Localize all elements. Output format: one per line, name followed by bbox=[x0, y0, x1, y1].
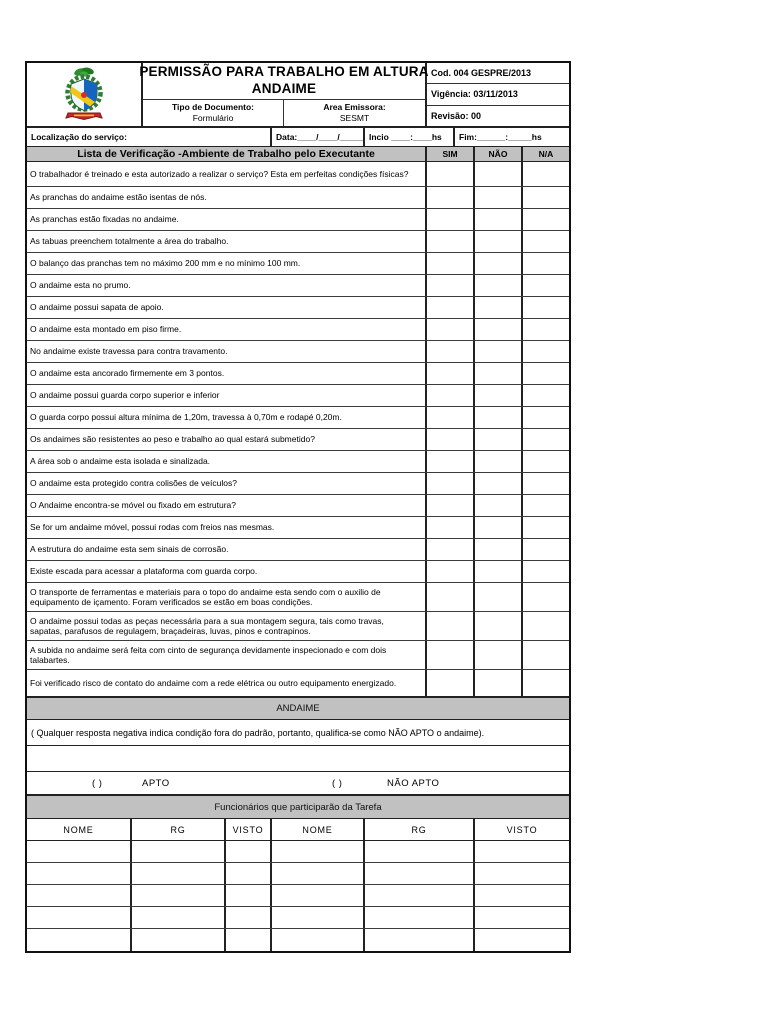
checklist-question: O andaime possui sapata de apoio. bbox=[27, 297, 427, 318]
answer-cell-sim bbox=[427, 231, 475, 252]
answer-cell-nao bbox=[475, 341, 523, 362]
issuing-area-cell bbox=[284, 100, 425, 126]
answer-cell-na bbox=[523, 517, 569, 538]
answer-cell-nao bbox=[475, 319, 523, 340]
logo-cell bbox=[27, 63, 143, 126]
rg-cell bbox=[365, 841, 475, 862]
doc-meta-row bbox=[143, 100, 425, 126]
answer-cell-sim bbox=[427, 385, 475, 406]
checklist-row bbox=[27, 253, 569, 275]
checklist-row bbox=[27, 162, 569, 187]
answer-cell-nao bbox=[475, 473, 523, 494]
rg-cell bbox=[132, 885, 226, 906]
checklist-row bbox=[27, 319, 569, 341]
answer-cell-na bbox=[523, 451, 569, 472]
checklist-row bbox=[27, 407, 569, 429]
name-cell bbox=[272, 907, 365, 928]
answer-cell-na bbox=[523, 162, 569, 186]
checklist-row bbox=[27, 341, 569, 363]
issuing-area-label: Area Emissora: bbox=[323, 101, 386, 112]
checklist-row bbox=[27, 612, 569, 641]
title-column bbox=[139, 63, 429, 126]
checklist-question: O transporte de ferramentas e materiais para o topo do andaime esta sendo com o auxilio de equipamento de içamento. Foram verificados se estão em boas condições. bbox=[27, 583, 427, 611]
answer-cell-nao bbox=[475, 583, 523, 611]
answer-cell-sim bbox=[427, 253, 475, 274]
answer-cell-nao bbox=[475, 363, 523, 384]
participants-column-header: RG bbox=[132, 819, 226, 840]
checklist-body bbox=[27, 162, 569, 698]
checklist-row bbox=[27, 670, 569, 698]
blank-row bbox=[27, 746, 569, 772]
doc-info-column bbox=[427, 63, 569, 126]
answer-cell-sim bbox=[427, 363, 475, 384]
date-field: Data:____/____/_____ bbox=[272, 128, 365, 146]
answer-cell-nao bbox=[475, 641, 523, 669]
answer-cell-sim bbox=[427, 495, 475, 516]
rg-cell bbox=[365, 885, 475, 906]
answer-cell-sim bbox=[427, 209, 475, 230]
answer-cell-sim bbox=[427, 429, 475, 450]
apto-checkbox: ( ) bbox=[92, 778, 103, 789]
checklist-row bbox=[27, 451, 569, 473]
answer-cell-na bbox=[523, 187, 569, 208]
result-choice-row bbox=[27, 772, 569, 796]
visto-cell bbox=[226, 841, 272, 862]
checklist-question: A área sob o andaime esta isolada e sinalizada. bbox=[27, 451, 427, 472]
participants-column-header: NOME bbox=[272, 819, 365, 840]
name-cell bbox=[272, 929, 365, 951]
answer-cell-nao bbox=[475, 275, 523, 296]
column-header-sim: SIM bbox=[427, 147, 475, 161]
checklist-question: A estrutura do andaime esta sem sinais de corrosão. bbox=[27, 539, 427, 560]
answer-cell-na bbox=[523, 539, 569, 560]
service-info-row bbox=[27, 128, 569, 147]
doc-revision: Revisão: 00 bbox=[431, 110, 482, 121]
result-section-bar: ANDAIME bbox=[27, 698, 569, 720]
work-permit-form bbox=[25, 61, 571, 953]
checklist-row bbox=[27, 583, 569, 612]
answer-cell-na bbox=[523, 385, 569, 406]
answer-cell-na bbox=[523, 407, 569, 428]
visto-cell bbox=[226, 885, 272, 906]
answer-cell-nao bbox=[475, 517, 523, 538]
answer-cell-sim bbox=[427, 670, 475, 696]
answer-cell-na bbox=[523, 670, 569, 696]
checklist-row bbox=[27, 495, 569, 517]
name-cell bbox=[272, 863, 365, 884]
answer-cell-nao bbox=[475, 539, 523, 560]
name-cell bbox=[27, 907, 132, 928]
participants-empty-row bbox=[27, 929, 569, 951]
checklist-question: Se for um andaime móvel, possui rodas com freios nas mesmas. bbox=[27, 517, 427, 538]
answer-cell-sim bbox=[427, 517, 475, 538]
doc-type-cell bbox=[143, 100, 284, 126]
rg-cell bbox=[132, 929, 226, 951]
service-location-field: Localização do serviço: bbox=[27, 128, 272, 146]
participants-empty-row bbox=[27, 841, 569, 863]
doc-validity: Vigência: 03/11/2013 bbox=[427, 84, 569, 105]
visto-cell bbox=[475, 841, 569, 862]
answer-cell-na bbox=[523, 429, 569, 450]
participants-empty-row bbox=[27, 907, 569, 929]
answer-cell-nao bbox=[475, 187, 523, 208]
checklist-question: O guarda corpo possui altura mínima de 1,20m, travessa à 0,70m e rodapé 0,20m. bbox=[27, 407, 427, 428]
doc-type-label: Tipo de Documento: bbox=[171, 101, 254, 112]
form-title bbox=[139, 63, 429, 100]
answer-cell-sim bbox=[427, 451, 475, 472]
checklist-row bbox=[27, 363, 569, 385]
answer-cell-nao bbox=[475, 209, 523, 230]
checklist-row bbox=[27, 561, 569, 583]
answer-cell-na bbox=[523, 319, 569, 340]
checklist-question: As pranchas estão fixadas no andaime. bbox=[27, 209, 427, 230]
answer-cell-sim bbox=[427, 583, 475, 611]
answer-cell-sim bbox=[427, 341, 475, 362]
participants-empty-row bbox=[27, 885, 569, 907]
answer-cell-na bbox=[523, 495, 569, 516]
checklist-row bbox=[27, 429, 569, 451]
visto-cell bbox=[475, 929, 569, 951]
answer-cell-sim bbox=[427, 297, 475, 318]
name-cell bbox=[272, 885, 365, 906]
checklist-row bbox=[27, 187, 569, 209]
name-cell bbox=[272, 841, 365, 862]
nao-apto-label: NÃO APTO bbox=[387, 778, 440, 789]
title-line-1: PERMISSÃO PARA TRABALHO EM ALTURA bbox=[139, 64, 429, 80]
name-cell bbox=[27, 841, 132, 862]
answer-cell-na bbox=[523, 473, 569, 494]
checklist-question: O andaime possui guarda corpo superior e inferior bbox=[27, 385, 427, 406]
checklist-row bbox=[27, 297, 569, 319]
answer-cell-nao bbox=[475, 231, 523, 252]
checklist-row bbox=[27, 209, 569, 231]
checklist-question: As tabuas preenchem totalmente a área do trabalho. bbox=[27, 231, 427, 252]
checklist-question: O Andaime encontra-se móvel ou fixado em estrutura? bbox=[27, 495, 427, 516]
answer-cell-nao bbox=[475, 253, 523, 274]
answer-cell-sim bbox=[427, 641, 475, 669]
name-cell bbox=[27, 863, 132, 884]
checklist-row bbox=[27, 275, 569, 297]
checklist-row bbox=[27, 517, 569, 539]
doc-code: Cod. 004 GESPRE/2013 bbox=[427, 63, 569, 84]
rg-cell bbox=[132, 863, 226, 884]
checklist-row bbox=[27, 231, 569, 253]
checklist-question: O andaime esta no prumo. bbox=[27, 275, 427, 296]
checklist-question: Foi verificado risco de contato do andaime com a rede elétrica ou outro equipamento energizado. bbox=[27, 670, 427, 696]
name-cell bbox=[27, 929, 132, 951]
checklist-question: O andaime esta protegido contra colisões de veículos? bbox=[27, 473, 427, 494]
participants-body bbox=[27, 841, 569, 951]
answer-cell-sim bbox=[427, 162, 475, 186]
answer-cell-sim bbox=[427, 407, 475, 428]
answer-cell-na bbox=[523, 583, 569, 611]
answer-cell-nao bbox=[475, 297, 523, 318]
answer-cell-nao bbox=[475, 407, 523, 428]
answer-cell-sim bbox=[427, 612, 475, 640]
visto-cell bbox=[226, 929, 272, 951]
visto-cell bbox=[475, 885, 569, 906]
answer-cell-nao bbox=[475, 495, 523, 516]
participants-column-header: VISTO bbox=[506, 824, 538, 835]
checklist-question: As pranchas do andaime estão isentas de nós. bbox=[27, 187, 427, 208]
answer-cell-na bbox=[523, 641, 569, 669]
checklist-row bbox=[27, 539, 569, 561]
answer-cell-nao bbox=[475, 385, 523, 406]
title-line-2: ANDAIME bbox=[251, 81, 317, 96]
participants-section-bar: Funcionários que participarão da Tarefa bbox=[27, 796, 569, 819]
column-header-nao: NÃO bbox=[475, 147, 523, 161]
checklist-question: O trabalhador é treinado e esta autorizado a realizar o serviço? Esta em perfeitas condições físicas? bbox=[27, 162, 427, 186]
nao-apto-checkbox: ( ) bbox=[332, 778, 343, 789]
participants-column-header: VISTO bbox=[226, 819, 272, 840]
checklist-question: O andaime possui todas as peças necessária para a sua montagem segura, tais como travas, sapatas, parafusos de regulagem, braçadeiras, luvas, pinos e contrapinos. bbox=[27, 612, 427, 640]
visto-cell bbox=[226, 907, 272, 928]
answer-cell-nao bbox=[475, 429, 523, 450]
visto-cell bbox=[226, 863, 272, 884]
participants-header-row bbox=[27, 819, 569, 841]
answer-cell-na bbox=[523, 231, 569, 252]
checklist-question: Os andaimes são resistentes ao peso e trabalho ao qual estará submetido? bbox=[27, 429, 427, 450]
answer-cell-sim bbox=[427, 319, 475, 340]
name-cell bbox=[27, 885, 132, 906]
form-header bbox=[27, 63, 569, 128]
answer-cell-na bbox=[523, 612, 569, 640]
participants-column-header: NOME bbox=[27, 819, 132, 840]
answer-cell-nao bbox=[475, 162, 523, 186]
answer-cell-na bbox=[523, 209, 569, 230]
issuing-area-value: SESMT bbox=[339, 113, 370, 123]
result-note: ( Qualquer resposta negativa indica condição fora do padrão, portanto, qualifica-se como NÃO APTO o andaime). bbox=[27, 720, 569, 746]
rg-cell bbox=[132, 841, 226, 862]
start-time-field: Incio ____:____hs bbox=[365, 128, 455, 146]
answer-cell-na bbox=[523, 253, 569, 274]
answer-cell-sim bbox=[427, 561, 475, 582]
checklist-row bbox=[27, 473, 569, 495]
participants-empty-row bbox=[27, 863, 569, 885]
participants-column-header: RG bbox=[365, 819, 475, 840]
rg-cell bbox=[365, 907, 475, 928]
answer-cell-nao bbox=[475, 612, 523, 640]
answer-cell-na bbox=[523, 297, 569, 318]
answer-cell-na bbox=[523, 561, 569, 582]
answer-cell-sim bbox=[427, 539, 475, 560]
rg-cell bbox=[365, 863, 475, 884]
checklist-question: No andaime existe travessa para contra travamento. bbox=[27, 341, 427, 362]
answer-cell-na bbox=[523, 275, 569, 296]
rg-cell bbox=[132, 907, 226, 928]
checklist-question: O balanço das pranchas tem no máximo 200 mm e no mínimo 100 mm. bbox=[27, 253, 427, 274]
visto-cell bbox=[475, 863, 569, 884]
visto-cell bbox=[475, 907, 569, 928]
answer-cell-na bbox=[523, 363, 569, 384]
checklist-header bbox=[27, 147, 569, 162]
company-crest-logo bbox=[60, 66, 108, 123]
checklist-question: Existe escada para acessar a plataforma com guarda corpo. bbox=[27, 561, 427, 582]
checklist-section-title: Lista de Verificação -Ambiente de Trabalho pelo Executante bbox=[27, 147, 427, 161]
doc-type-value: Formulário bbox=[192, 113, 234, 123]
end-time-field: Fim:______:_____hs bbox=[459, 132, 542, 142]
answer-cell-nao bbox=[475, 561, 523, 582]
answer-cell-sim bbox=[427, 275, 475, 296]
apto-label: APTO bbox=[142, 778, 170, 789]
answer-cell-sim bbox=[427, 473, 475, 494]
rg-cell bbox=[365, 929, 475, 951]
checklist-row bbox=[27, 641, 569, 670]
answer-cell-nao bbox=[475, 670, 523, 696]
checklist-question: O andaime esta ancorado firmemente em 3 pontos. bbox=[27, 363, 427, 384]
column-header-na: N/A bbox=[523, 147, 569, 161]
checklist-question: A subida no andaime será feita com cinto de segurança devidamente inspecionado e com dois talabartes. bbox=[27, 641, 427, 669]
answer-cell-sim bbox=[427, 187, 475, 208]
answer-cell-nao bbox=[475, 451, 523, 472]
checklist-row bbox=[27, 385, 569, 407]
answer-cell-na bbox=[523, 341, 569, 362]
checklist-question: O andaime esta montado em piso firme. bbox=[27, 319, 427, 340]
